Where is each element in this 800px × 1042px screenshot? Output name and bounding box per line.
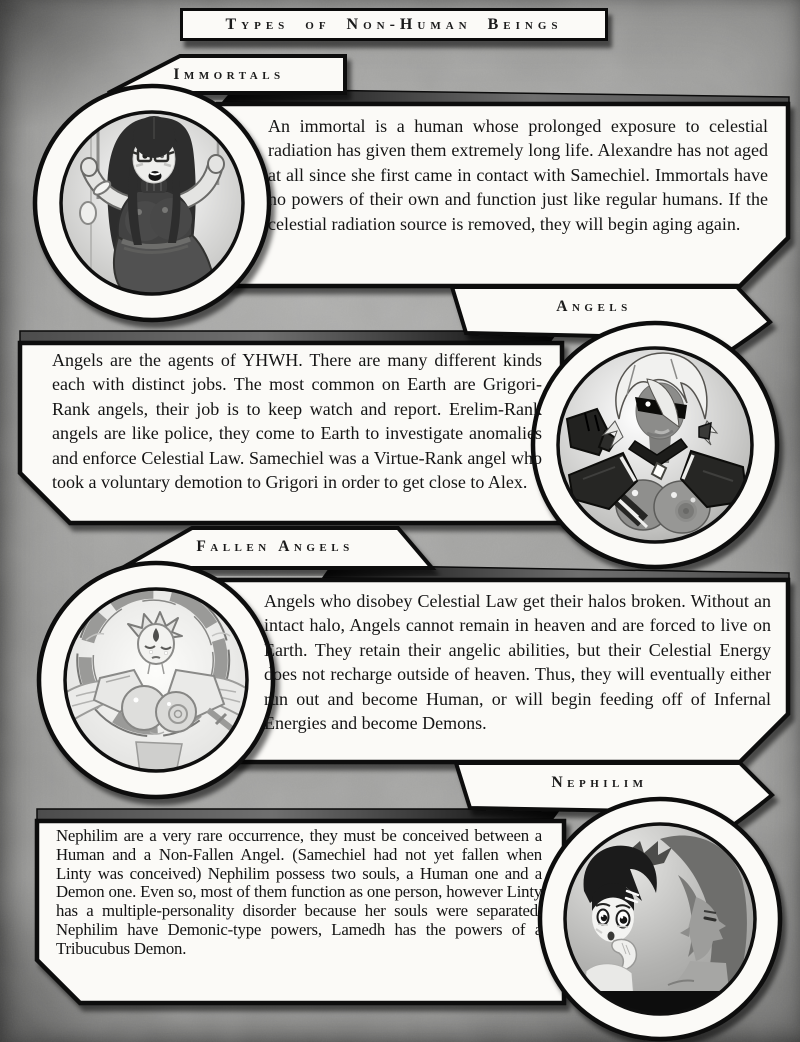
fallen-angels-description: Angels who disobey Celestial Law get their halos broken. Without an intact halo, Angels cannot remain in heaven and are forced to live on Earth. They retain their angelic abilities, but their Celestial Energy does not recharge outside of heaven. Thus, they will eventually either run out and become Human, or will begin feeding off of Infernal Energies and become Demons.: [264, 591, 771, 734]
section-tab-fallen-angels: Fallen Angels: [196, 538, 354, 555]
section-tab-angels: Angels: [556, 298, 632, 315]
section-tab-immortals: Immortals: [173, 66, 285, 83]
page-title: Types of Non-Human Beings: [180, 8, 608, 41]
nephilim-description: Nephilim are a very rare occurrence, they must be conceived between a Human and a Non-Fallen Angel. (Samechiel had not yet fallen when Linty was conceived) Nephilim possess two souls, a Human one and a Demon one. Even so, most of them function as one person, however Linty has a multiple-personality disorder because her souls were separated. Nephilim have Demonic-type powers, Lamedh has the powers of a Tribucubus Demon.: [56, 826, 542, 958]
section-tab-nephilim: Nephilim: [551, 774, 648, 791]
immortals-description: An immortal is a human whose prolonged exposure to celestial radiation has given them extremely long life. Alexandre has not aged at all since she first came in contact with Samechiel. Immortals have no powers of their own and function just like regular humans. If the celestial radiation source is removed, they will begin aging again.: [268, 116, 768, 234]
angels-description: Angels are the agents of YHWH. There are many different kinds each with distinct jobs. The most common on Earth are Grigori-Rank angels, their job is to keep watch and report. Erelim-Rank angels are like police, they come to Earth to investigate anomalies and enforce Celestial Law. Samechiel was a Virtue-Rank angel who took a voluntary demotion to Grigori in order to get close to Alex.: [52, 350, 542, 493]
